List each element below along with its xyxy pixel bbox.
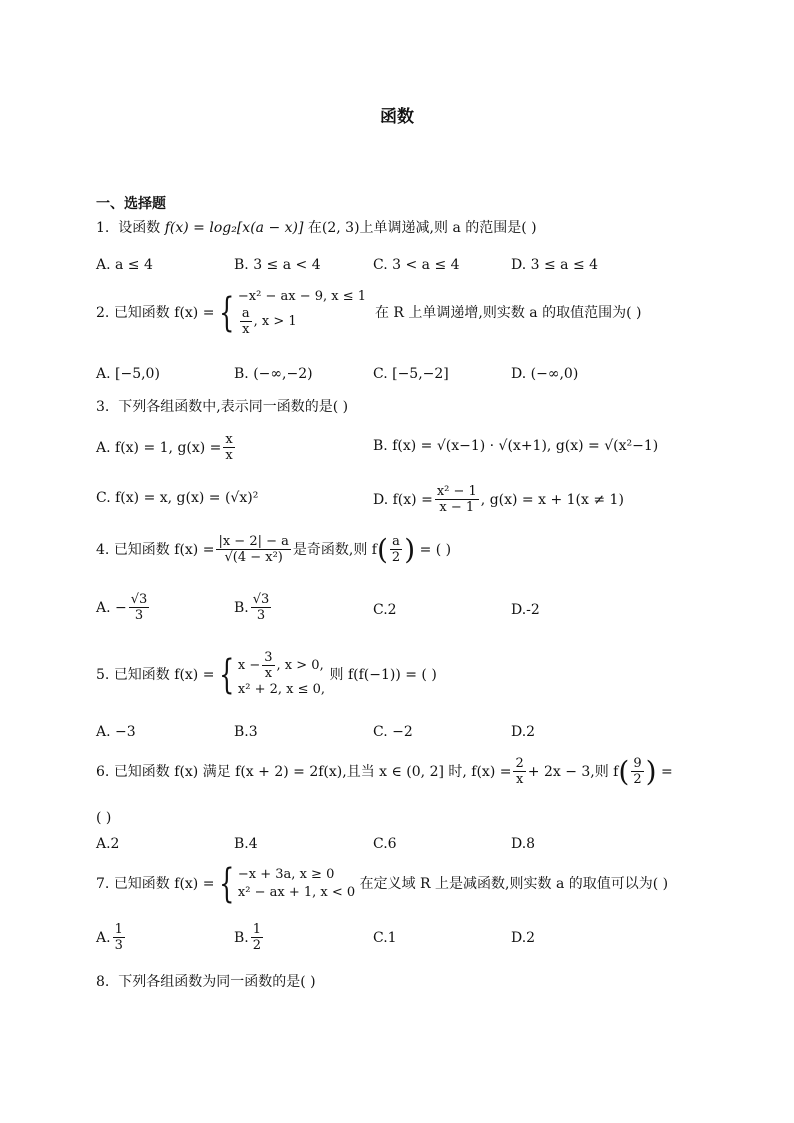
question-7 (96, 861, 669, 907)
page-title: 函数 (380, 107, 414, 127)
question-number: 1. (96, 220, 110, 236)
option-d[interactable]: D.8 (511, 836, 536, 852)
option-a[interactable]: A. − $\frac{√3}{3}$ (96, 592, 148, 623)
option-c[interactable]: C. [−5,−2] (373, 366, 449, 382)
options-3b (96, 484, 716, 520)
left-brace: { (219, 861, 235, 907)
piecewise-cases (238, 650, 325, 699)
fraction: $\frac{9}{2}$ (633, 756, 642, 787)
question-6: 6. 已知函数 f(x) 满足 f(x + 2) = 2f(x),且当 x ∈ (0, 2] 时, f(x) = $\frac{2}{x}$ + 2x − 3,则 f ( $\frac{9}{2}$ ) = (96, 754, 673, 788)
options-7 (96, 922, 716, 962)
question-8 (96, 972, 316, 992)
option-b[interactable]: B. (−∞,−2) (234, 366, 313, 382)
option-b[interactable]: B.3 (234, 724, 258, 740)
question-stem: = (660, 763, 673, 780)
question-3 (96, 397, 348, 417)
option-c[interactable]: C. 3 < a ≤ 4 (373, 257, 460, 273)
question-stem: 下列各组函数为同一函数的是( ) (118, 974, 316, 990)
question-stem: = ( ) (419, 541, 452, 558)
question-stem: 在定义域 R 上是减函数,则实数 a 的取值可以为( ) (359, 876, 669, 892)
case-1: x − $\frac{3}{x}$ , x > 0, (237, 650, 324, 681)
fraction: $\frac{|x - 2| - a}{\text{√(4 − x²)}}$ (218, 534, 289, 565)
question-stem: 在 R 上单调递增,则实数 a 的取值范围为( ) (374, 304, 642, 321)
question-stem: 已知函数 f(x) = (113, 541, 215, 558)
question-6-paren: ( ) (96, 810, 112, 826)
option-c[interactable]: C. f(x) = x, g(x) = (√x)² (96, 490, 259, 506)
question-number: 2. (96, 304, 110, 321)
option-b[interactable]: B. $\frac{1}{2}$ (234, 922, 262, 953)
question-4: 4. 已知函数 f(x) = $\frac{|x - 2| - a}{\text{√(4 − x²)}}$ 是奇函数,则 f ( $\frac{a}{2}$ ) = ( ) (96, 532, 452, 566)
question-stem: 已知函数 f(x) 满足 f(x + 2) = 2f(x),且当 x ∈ (0, 2] 时, f(x) = (113, 763, 512, 780)
option-c[interactable]: C. −2 (373, 724, 413, 740)
formula: f(x) = log₂[x(a − x)] (164, 220, 304, 236)
case-2: $\frac{a}{x}$ , x > 1 (241, 306, 297, 337)
question-stem: 已知函数 f(x) = (113, 876, 215, 892)
option-a[interactable]: A.2 (96, 836, 120, 852)
case-2: x² + 2, x ≤ 0, (237, 682, 326, 697)
option-b[interactable]: B. $\frac{√3}{3}$ (234, 592, 270, 623)
question-stem: 下列各组函数中,表示同一函数的是( ) (118, 399, 349, 415)
section-heading: 一、选择题 (96, 196, 166, 212)
question-stem: + 2x − 3,则 f (527, 763, 619, 780)
option-d[interactable]: D.-2 (511, 602, 540, 618)
question-number: 4. (96, 541, 110, 558)
question-number: 8. (96, 974, 110, 990)
question-5 (96, 650, 437, 699)
options-4 (96, 592, 716, 632)
option-a[interactable]: A. [−5,0) (96, 366, 160, 382)
options-3a (96, 432, 716, 468)
options-5 (96, 724, 716, 754)
option-d[interactable]: D.2 (511, 930, 536, 946)
question-number: 6. (96, 763, 110, 780)
question-number: 3. (96, 399, 110, 415)
option-c[interactable]: C.2 (373, 602, 397, 618)
question-number: 7. (96, 876, 110, 892)
case-1: −x² − ax − 9, x ≤ 1 (237, 289, 367, 304)
question-stem: 已知函数 f(x) = (113, 304, 215, 321)
piecewise-cases (238, 288, 366, 337)
piecewise-cases (238, 866, 355, 902)
option-d[interactable]: D.2 (511, 724, 536, 740)
case-2: x² − ax + 1, x < 0 (237, 885, 356, 900)
option-a[interactable]: A. −3 (96, 724, 136, 740)
question-stem: 设函数 (118, 220, 161, 236)
option-a[interactable]: A. $\frac{1}{3}$ (96, 922, 123, 953)
option-c[interactable]: C.1 (373, 930, 397, 946)
question-stem: 则 f(f(−1)) = ( ) (329, 666, 437, 683)
option-a[interactable]: A. a ≤ 4 (96, 257, 153, 273)
fraction: $\frac{2}{x}$ (515, 756, 524, 787)
option-b[interactable]: B.4 (234, 836, 258, 852)
option-d[interactable]: D. (−∞,0) (511, 366, 579, 382)
options-1 (96, 257, 716, 287)
question-2 (96, 288, 641, 337)
question-number: 5. (96, 666, 110, 683)
option-d[interactable]: D. f(x) = $\frac{\text{x² − 1}}{x - 1}$ , g(x) = x + 1(x ≠ 1) (373, 484, 624, 515)
left-brace: { (219, 651, 235, 698)
question-stem: 已知函数 f(x) = (113, 666, 215, 683)
options-6 (96, 836, 716, 866)
option-a[interactable]: A. f(x) = 1, g(x) = $\frac{x}{x}$ (96, 432, 233, 463)
option-b[interactable]: B. 3 ≤ a < 4 (234, 257, 321, 273)
options-2 (96, 366, 716, 396)
option-b[interactable]: B. f(x) = √(x−1) · √(x+1), g(x) = √(x²−1) (373, 438, 659, 454)
option-c[interactable]: C.6 (373, 836, 397, 852)
fraction: $\frac{a}{2}$ (391, 534, 401, 565)
question-stem: 是奇函数,则 f (292, 541, 377, 558)
question-stem: 在(2, 3)上单调递减,则 a 的范围是( ) (307, 220, 537, 236)
option-d[interactable]: D. 3 ≤ a ≤ 4 (511, 257, 599, 273)
case-1: −x + 3a, x ≥ 0 (237, 867, 335, 882)
question-1 (96, 218, 537, 238)
left-brace: { (219, 289, 235, 336)
